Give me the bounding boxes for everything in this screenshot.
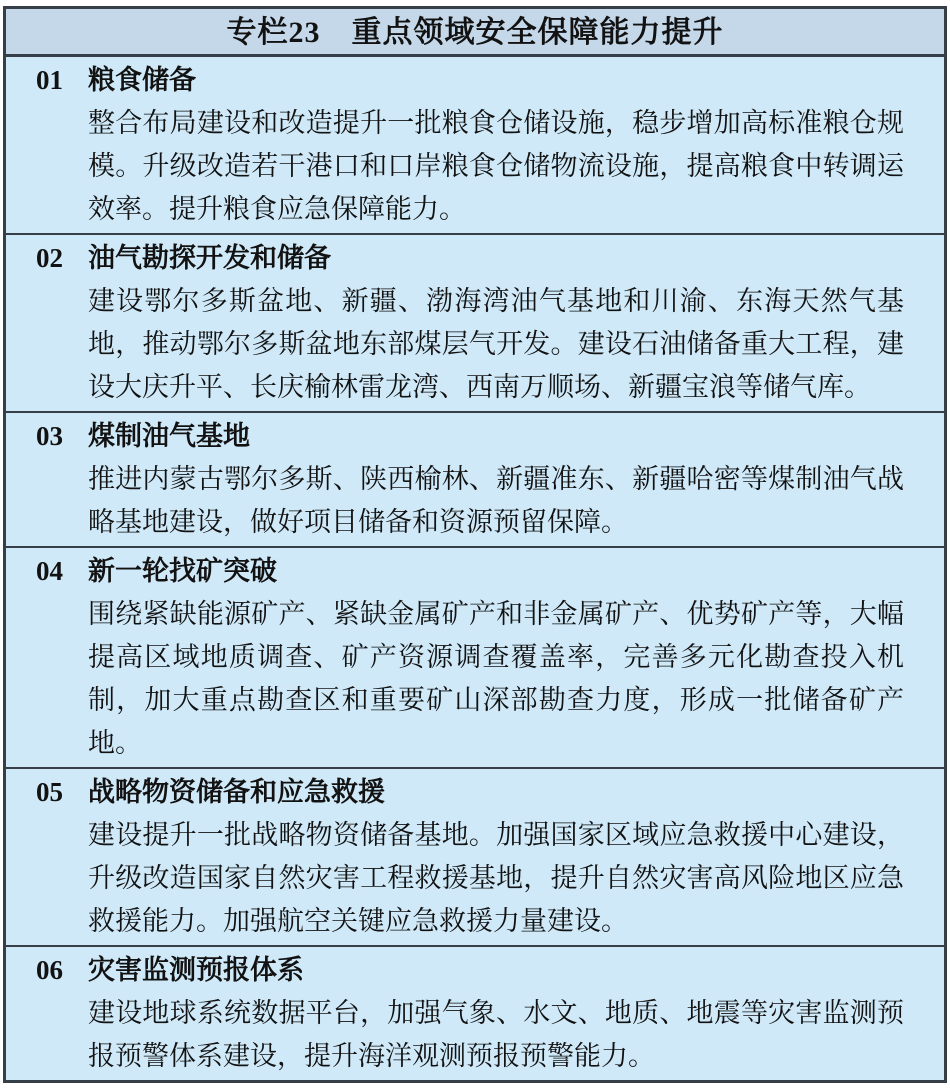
section-mineral-prospecting bbox=[6, 546, 944, 767]
section-title-row bbox=[36, 949, 904, 992]
section-body: 建设提升一批战略物资储备基地。加强国家区域应急救援中心建设，升级改造国家自然灾害工程救援基地，提升自然灾害高风险地区应急救援能力。加强航空关键应急救援力量建设。 bbox=[88, 820, 904, 936]
section-title-row bbox=[36, 415, 904, 458]
panel-header bbox=[6, 9, 944, 57]
section-disaster-monitoring bbox=[6, 945, 944, 1080]
section-body: 建设地球系统数据平台，加强气象、水文、地质、地震等灾害监测预报预警体系建设，提升海洋观测预报预警能力。 bbox=[88, 998, 904, 1071]
section-body: 围绕紧缺能源矿产、紧缺金属矿产和非金属矿产、优势矿产等，大幅提高区域地质调查、矿产资源调查覆盖率，完善多元化勘查投入机制，加大重点勘查区和重要矿山深部勘查力度，形成一批储备矿产地。 bbox=[88, 599, 904, 758]
section-body: 建设鄂尔多斯盆地、新疆、渤海湾油气基地和川渝、东海天然气基地，推动鄂尔多斯盆地东部煤层气开发。建设石油储备重大工程，建设大庆升平、长庆榆林雷龙湾、西南万顺场、新疆宝浪等储气库。 bbox=[88, 286, 904, 402]
section-number: 02 bbox=[36, 243, 63, 273]
section-number: 05 bbox=[36, 777, 63, 807]
section-number: 01 bbox=[36, 65, 63, 95]
section-body: 整合布局建设和改造提升一批粮食仓储设施，稳步增加高标准粮仓规模。升级改造若干港口和口岸粮食仓储物流设施，提高粮食中转调运效率。提升粮食应急保障能力。 bbox=[88, 108, 904, 224]
section-title: 战略物资储备和应急救援 bbox=[88, 777, 385, 807]
section-title: 灾害监测预报体系 bbox=[88, 955, 304, 985]
section-oil-gas-exploration bbox=[6, 233, 944, 411]
section-title-row bbox=[36, 771, 904, 814]
section-title: 新一轮找矿突破 bbox=[88, 556, 277, 586]
section-coal-to-oil-gas-bases bbox=[6, 411, 944, 546]
section-title-row bbox=[36, 550, 904, 593]
section-title: 粮食储备 bbox=[88, 65, 196, 95]
section-title-row bbox=[36, 237, 904, 280]
section-number: 03 bbox=[36, 421, 63, 451]
panel-title: 专栏23 重点领域安全保障能力提升 bbox=[226, 16, 724, 49]
feature-box-panel bbox=[3, 6, 947, 1083]
section-number: 04 bbox=[36, 556, 63, 586]
section-title: 煤制油气基地 bbox=[88, 421, 250, 451]
section-strategic-reserves-rescue bbox=[6, 767, 944, 945]
section-body: 推进内蒙古鄂尔多斯、陕西榆林、新疆准东、新疆哈密等煤制油气战略基地建设，做好项目储备和资源预留保障。 bbox=[88, 464, 904, 537]
section-title-row bbox=[36, 59, 904, 102]
section-number: 06 bbox=[36, 955, 63, 985]
section-grain-reserves bbox=[6, 57, 944, 233]
section-title: 油气勘探开发和储备 bbox=[88, 243, 331, 273]
